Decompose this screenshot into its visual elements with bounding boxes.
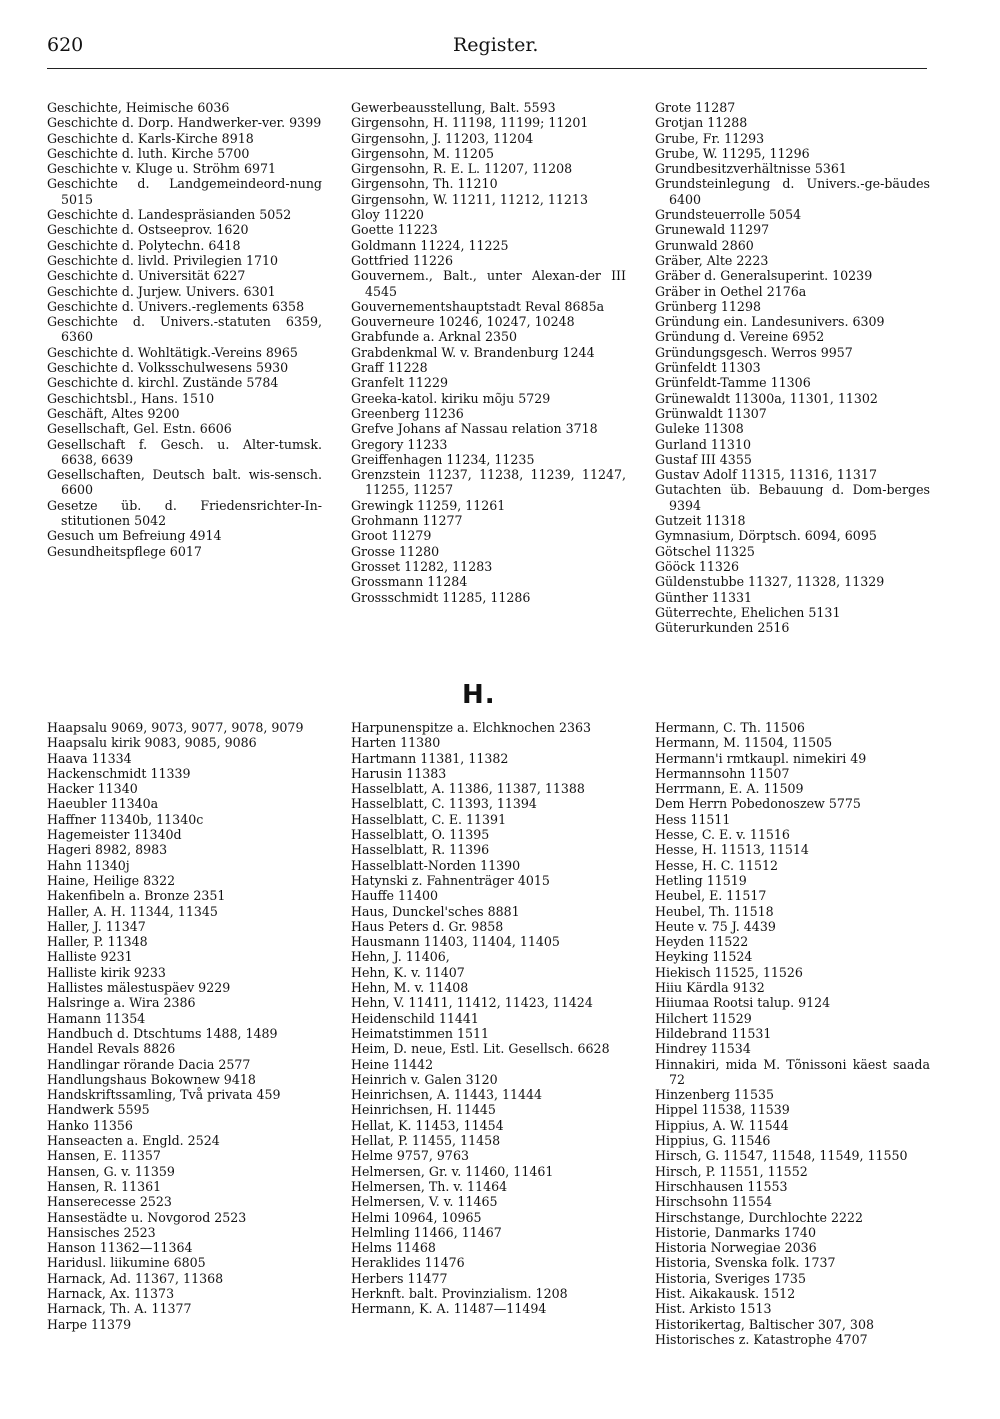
- index-entry: Haller, J. 11347: [47, 918, 146, 934]
- index-entry: Hindrey 11534: [655, 1041, 751, 1057]
- index-entry: Harten 11380: [351, 735, 441, 751]
- index-entry: Hippius, A. W. 11544: [655, 1117, 789, 1133]
- index-entry: Hess 11511: [655, 811, 731, 827]
- index-entry: Heimatstimmen 1511: [351, 1025, 490, 1041]
- index-entry: Geschichte d. Jurjew. Univers. 6301: [47, 283, 276, 299]
- index-entry: Geschichte d. Univers.-statuten 6359, 6360: [47, 314, 322, 345]
- index-entry: Hiiu Kärdla 9132: [655, 980, 765, 996]
- index-entry: Heubel, E. 11517: [655, 888, 767, 904]
- index-entry: Handlingar rörande Dacia 2577: [47, 1056, 251, 1072]
- index-entry: Harusin 11383: [351, 765, 447, 781]
- index-entry: Goldmann 11224, 11225: [351, 237, 509, 253]
- index-entry: Grundbesitzverhältnisse 5361: [655, 161, 847, 177]
- index-entry: Geschichte d. Landgemeindeord-nung 5015: [47, 176, 322, 207]
- index-entry: Hermann, C. Th. 11506: [655, 720, 805, 735]
- index-entry: Hellat, P. 11455, 11458: [351, 1133, 501, 1149]
- index-entry: Gymnasium, Dörptsch. 6094, 6095: [655, 528, 877, 544]
- index-entry: Götschel 11325: [655, 543, 755, 559]
- index-entry: Gründung d. Vereine 6952: [655, 329, 825, 345]
- index-entry: Gräber, Alte 2223: [655, 252, 769, 268]
- index-entry: Groot 11279: [351, 528, 432, 544]
- index-entry: Heidenschild 11441: [351, 1010, 479, 1026]
- index-entry: Historie, Danmarks 1740: [655, 1224, 816, 1240]
- index-entry: Hesse, C. E. v. 11516: [655, 827, 790, 843]
- index-entry: Hageri 8982, 8983: [47, 842, 168, 858]
- index-entry: Grote 11287: [655, 100, 736, 115]
- index-entry: Harpe 11379: [47, 1316, 132, 1332]
- index-entry: Historisches z. Katastrophe 4707: [655, 1331, 868, 1347]
- index-entry: Hiiumaa Rootsi talup. 9124: [655, 995, 831, 1011]
- index-entry: Haller, P. 11348: [47, 934, 148, 950]
- index-entry: Günther 11331: [655, 589, 752, 605]
- index-entry: Guleke 11308: [655, 421, 744, 437]
- index-entry: Grünfeldt-Tamme 11306: [655, 375, 811, 391]
- index-entry: Gesuch um Befreiung 4914: [47, 528, 222, 544]
- index-entry: Goette 11223: [351, 222, 438, 238]
- index-entry: Gloy 11220: [351, 207, 424, 223]
- index-entry: Grenzstein 11237, 11238, 11239, 11247, 11255, 11257: [351, 467, 626, 498]
- index-entry: Gustaf III 4355: [655, 451, 752, 467]
- index-entry: Helms 11468: [351, 1240, 436, 1256]
- index-entry: Hirsch, G. 11547, 11548, 11549, 11550: [655, 1148, 908, 1164]
- index-entry: Hasselblatt, C. E. 11391: [351, 811, 507, 827]
- index-entry: Heine 11442: [351, 1056, 434, 1072]
- index-entry: Gustav Adolf 11315, 11316, 11317: [655, 467, 877, 483]
- index-entry: Halsringe a. Wira 2386: [47, 995, 196, 1011]
- index-entry: Hetling 11519: [655, 872, 747, 888]
- index-entry: Historia, Svenska folk. 1737: [655, 1255, 836, 1271]
- index-entry: Handskriftssamling, Två privata 459: [47, 1087, 281, 1103]
- index-entry: Hiekisch 11525, 11526: [655, 964, 803, 980]
- index-entry: Geschichte d. kirchl. Zustände 5784: [47, 375, 279, 391]
- index-entry: Harnack, Ax. 11373: [47, 1285, 175, 1301]
- index-entry: Hartmann 11381, 11382: [351, 750, 509, 766]
- index-entry: Hasselblatt, A. 11386, 11387, 11388: [351, 781, 585, 797]
- index-entry: Girgensohn, M. 11205: [351, 145, 494, 161]
- index-entry: Heim, D. neue, Estl. Lit. Gesellsch. 6628: [351, 1041, 610, 1057]
- index-entry: Hauffe 11400: [351, 888, 439, 904]
- index-entry: Historikertag, Baltischer 307, 308: [655, 1316, 874, 1332]
- index-entry: Grünwaldt 11307: [655, 405, 767, 421]
- index-entry: Historia, Sveriges 1735: [655, 1270, 806, 1286]
- index-entry: Geschäft, Altes 9200: [47, 405, 180, 421]
- index-entry: Hilchert 11529: [655, 1010, 752, 1026]
- index-entry: Gottfried 11226: [351, 252, 454, 268]
- index-entry: Geschichte d. Volksschulwesens 5930: [47, 360, 289, 376]
- index-entry: Hanseacten a. Engld. 2524: [47, 1133, 220, 1149]
- index-entry: Haine, Heilige 8322: [47, 872, 176, 888]
- index-entry: Hansisches 2523: [47, 1224, 156, 1240]
- index-entry: Hansen, G. v. 11359: [47, 1163, 175, 1179]
- index-entry: Geschichte d. luth. Kirche 5700: [47, 145, 250, 161]
- index-entry: Hist. Aikakausk. 1512: [655, 1285, 796, 1301]
- index-entry: Grünberg 11298: [655, 298, 761, 314]
- index-entry: Harnack, Th. A. 11377: [47, 1301, 192, 1317]
- index-entry: Herknft. balt. Provinzialism. 1208: [351, 1285, 568, 1301]
- index-entry: Hatynski z. Fahnenträger 4015: [351, 872, 550, 888]
- index-entry: Gouvernementshauptstadt Reval 8685a: [351, 298, 605, 314]
- index-entry: Haridusl. liikumine 6805: [47, 1255, 206, 1271]
- index-entry: Hesse, H. C. 11512: [655, 857, 779, 873]
- index-entry: Heraklides 11476: [351, 1255, 465, 1271]
- index-entry: Hirschhausen 11553: [655, 1178, 788, 1194]
- index-entry: Hasselblatt, C. 11393, 11394: [351, 796, 537, 812]
- index-entry: Hanson 11362—11364: [47, 1240, 193, 1256]
- index-entry: Hansen, E. 11357: [47, 1148, 161, 1164]
- index-entry: Geschichte d. livld. Privilegien 1710: [47, 252, 279, 268]
- index-entry: Helmersen, V. v. 11465: [351, 1194, 498, 1210]
- index-entry: Helmersen, Gr. v. 11460, 11461: [351, 1163, 554, 1179]
- index-entry: Geschichte d. Ostseeprov. 1620: [47, 222, 249, 238]
- index-entry: Geschichte d. Universität 6227: [47, 268, 246, 284]
- index-entry: Greenberg 11236: [351, 405, 464, 421]
- h-column-1: [47, 720, 322, 1332]
- page-number: 620: [47, 34, 84, 56]
- index-entry: Grotjan 11288: [655, 115, 748, 131]
- index-entry: Handlungshaus Bokownew 9418: [47, 1071, 256, 1087]
- g-column-3: [655, 100, 930, 635]
- index-entry: Girgensohn, W. 11211, 11212, 11213: [351, 191, 588, 207]
- index-entry: Gregory 11233: [351, 436, 448, 452]
- index-entry: Gräber in Oethel 2176a: [655, 283, 807, 299]
- index-entry: Hasselblatt, O. 11395: [351, 827, 490, 843]
- index-entry: Handwerk 5595: [47, 1102, 150, 1118]
- index-entry: Hanserecesse 2523: [47, 1194, 172, 1210]
- index-entry: Gründung ein. Landesunivers. 6309: [655, 314, 885, 330]
- index-entry: Helme 9757, 9763: [351, 1148, 469, 1164]
- g-column-2: [351, 100, 626, 605]
- index-entry: Hackenschmidt 11339: [47, 765, 191, 781]
- index-entry: Historia Norwegiae 2036: [655, 1240, 817, 1256]
- index-entry: Hakenfibeln a. Bronze 2351: [47, 888, 226, 904]
- index-entry: Hirsch, P. 11551, 11552: [655, 1163, 808, 1179]
- index-entry: Haava 11334: [47, 750, 132, 766]
- index-entry: Harnack, Ad. 11367, 11368: [47, 1270, 224, 1286]
- index-entry: Geschichte, Heimische 6036: [47, 100, 230, 115]
- index-entry: Hellat, K. 11453, 11454: [351, 1117, 504, 1133]
- index-entry: Helmersen, Th. v. 11464: [351, 1178, 508, 1194]
- index-entry: Hildebrand 11531: [655, 1025, 772, 1041]
- index-entry: Heinrichsen, H. 11445: [351, 1102, 496, 1118]
- index-entry: Güterrechte, Ehelichen 5131: [655, 604, 841, 620]
- index-entry: Halliste 9231: [47, 949, 133, 965]
- index-entry: Granfelt 11229: [351, 375, 448, 391]
- index-entry: Grunewald 11297: [655, 222, 770, 238]
- index-entry: Geschichtsbl., Hans. 1510: [47, 390, 215, 406]
- index-entry: Grünewaldt 11300a, 11301, 11302: [655, 390, 878, 406]
- section-heading-h: H.: [462, 680, 496, 710]
- index-entry: Hirschsohn 11554: [655, 1194, 772, 1210]
- index-entry: Gesundheitspflege 6017: [47, 543, 202, 559]
- index-entry: Hehn, J. 11406,: [351, 949, 450, 965]
- index-entry: Graff 11228: [351, 360, 428, 376]
- index-entry: Gutachten üb. Bebauung d. Dom-berges 9394: [655, 482, 930, 513]
- index-entry: Gründungsgesch. Werros 9957: [655, 344, 853, 360]
- index-entry: Heinrichsen, A. 11443, 11444: [351, 1087, 543, 1103]
- index-entry: Grabfunde a. Arknal 2350: [351, 329, 518, 345]
- h-column-2: [351, 720, 626, 1317]
- index-entry: Grube, W. 11295, 11296: [655, 145, 810, 161]
- running-title: Register.: [453, 34, 539, 56]
- index-entry: Gööck 11326: [655, 558, 739, 574]
- index-entry: Heyking 11524: [655, 949, 753, 965]
- index-entry: Handel Revals 8826: [47, 1041, 176, 1057]
- index-entry: Haapsalu kirik 9083, 9085, 9086: [47, 735, 257, 751]
- index-entry: Geschichte d. Wohltätigk.-Vereins 8965: [47, 344, 298, 360]
- index-entry: Haffner 11340b, 11340c: [47, 811, 204, 827]
- index-entry: Hacker 11340: [47, 781, 138, 797]
- index-entry: Hinnakiri, mida M. Tõnissoni käest saada 72: [655, 1056, 930, 1087]
- index-entry: Dem Herrn Pobedonoszew 5775: [655, 796, 861, 812]
- index-entry: Güterurkunden 2516: [655, 620, 790, 636]
- index-entry: Güldenstubbe 11327, 11328, 11329: [655, 574, 885, 590]
- page-header: [47, 34, 927, 68]
- index-entry: Herbers 11477: [351, 1270, 448, 1286]
- index-entry: Haeubler 11340a: [47, 796, 159, 812]
- index-entry: Grohmann 11277: [351, 513, 463, 529]
- index-entry: Harpunenspitze a. Elchknochen 2363: [351, 720, 592, 735]
- index-entry: Grünfeldt 11303: [655, 360, 761, 376]
- index-entry: Gurland 11310: [655, 436, 751, 452]
- index-entry: Hagemeister 11340d: [47, 827, 182, 843]
- index-entry: Helmi 10964, 10965: [351, 1209, 482, 1225]
- index-entry: Hamann 11354: [47, 1010, 146, 1026]
- index-entry: Haus, Dunckel'sches 8881: [351, 903, 520, 919]
- index-entry: Gesetze üb. d. Friedensrichter-In-stitutionen 5042: [47, 497, 322, 529]
- index-entry: Gesellschaft f. Gesch. u. Alter-tumsk. 6638, 6639: [47, 436, 322, 467]
- index-entry: Gouvernem., Balt., unter Alexan-der III 4545: [351, 268, 626, 299]
- index-entry: Hirschstange, Durchlochte 2222: [655, 1209, 864, 1225]
- header-rule: [47, 68, 927, 69]
- g-column-1: [47, 100, 322, 559]
- index-entry: Hippius, G. 11546: [655, 1133, 771, 1149]
- index-entry: Gewerbeausstellung, Balt. 5593: [351, 100, 556, 115]
- index-entry: Grube, Fr. 11293: [655, 130, 765, 146]
- index-entry: Grundsteuerrolle 5054: [655, 207, 802, 223]
- index-entry: Geschichte d. Landespräsianden 5052: [47, 207, 292, 223]
- index-entry: Girgensohn, Th. 11210: [351, 176, 498, 192]
- index-entry: Grefve Johans af Nassau relation 3718: [351, 421, 598, 437]
- index-entry: Heyden 11522: [655, 934, 749, 950]
- index-entry: Geschichte d. Univers.-reglements 6358: [47, 298, 305, 314]
- index-entry: Geschichte d. Polytechn. 6418: [47, 237, 241, 253]
- index-entry: Grosset 11282, 11283: [351, 558, 493, 574]
- index-entry: Hasselblatt, R. 11396: [351, 842, 490, 858]
- index-entry: Haus Peters d. Gr. 9858: [351, 918, 504, 934]
- index-entry: Hinzenberg 11535: [655, 1087, 774, 1103]
- index-entry: Halliste kirik 9233: [47, 964, 166, 980]
- index-entry: Hermann, M. 11504, 11505: [655, 735, 833, 751]
- index-entry: Hanko 11356: [47, 1117, 133, 1133]
- index-entry: Hansestädte u. Novgorod 2523: [47, 1209, 247, 1225]
- index-entry: Gutzeit 11318: [655, 513, 746, 529]
- index-entry: Herrmann, E. A. 11509: [655, 781, 804, 797]
- index-entry: Geschichte d. Karls-Kirche 8918: [47, 130, 254, 146]
- index-entry: Hist. Arkisto 1513: [655, 1301, 772, 1317]
- index-entry: Grunwald 2860: [655, 237, 754, 253]
- index-entry: Hansen, R. 11361: [47, 1178, 162, 1194]
- index-entry: Grosse 11280: [351, 543, 440, 559]
- index-entry: Hehn, V. 11411, 11412, 11423, 11424: [351, 995, 593, 1011]
- index-entry: Hausmann 11403, 11404, 11405: [351, 934, 560, 950]
- index-entry: Hermann'i rmtkaupl. nimekiri 49: [655, 750, 867, 766]
- index-entry: Handbuch d. Dtschtums 1488, 1489: [47, 1025, 278, 1041]
- index-entry: Grabdenkmal W. v. Brandenburg 1244: [351, 344, 595, 360]
- index-entry: Geschichte d. Dorp. Handwerker-ver. 9399: [47, 115, 322, 131]
- index-entry: Greeka-katol. kiriku mõju 5729: [351, 390, 551, 406]
- index-entry: Hasselblatt-Norden 11390: [351, 857, 521, 873]
- index-entry: Hehn, K. v. 11407: [351, 964, 465, 980]
- index-entry: Greiffenhagen 11234, 11235: [351, 451, 535, 467]
- index-entry: Haller, A. H. 11344, 11345: [47, 903, 218, 919]
- index-entry: Hehn, M. v. 11408: [351, 980, 469, 996]
- index-entry: Grundsteinlegung d. Univers.-ge-bäudes 6400: [655, 176, 930, 207]
- index-entry: Grossschmidt 11285, 11286: [351, 589, 531, 605]
- index-entry: Hermann, K. A. 11487—11494: [351, 1301, 547, 1317]
- h-column-3: [655, 720, 930, 1347]
- index-entry: Gesellschaft, Gel. Estn. 6606: [47, 421, 232, 437]
- index-entry: Hallistes mälestuspäev 9229: [47, 980, 231, 996]
- index-entry: Hahn 11340j: [47, 857, 130, 873]
- index-entry: Girgensohn, R. E. L. 11207, 11208: [351, 161, 573, 177]
- index-entry: Grossmann 11284: [351, 574, 468, 590]
- index-entry: Gouverneure 10246, 10247, 10248: [351, 314, 575, 330]
- index-entry: Hesse, H. 11513, 11514: [655, 842, 809, 858]
- index-entry: Heinrich v. Galen 3120: [351, 1071, 498, 1087]
- index-entry: Grewingk 11259, 11261: [351, 497, 506, 513]
- index-entry: Hippel 11538, 11539: [655, 1102, 790, 1118]
- index-entry: Girgensohn, H. 11198, 11199; 11201: [351, 115, 589, 131]
- index-entry: Heubel, Th. 11518: [655, 903, 774, 919]
- index-entry: Gräber d. Generalsuperint. 10239: [655, 268, 873, 284]
- index-entry: Girgensohn, J. 11203, 11204: [351, 130, 534, 146]
- index-entry: Heute v. 75 J. 4439: [655, 918, 776, 934]
- index-entry: Hermannsohn 11507: [655, 765, 790, 781]
- index-entry: Gesellschaften, Deutsch balt. wis-sensch. 6600: [47, 467, 322, 498]
- index-entry: Helmling 11466, 11467: [351, 1224, 502, 1240]
- index-entry: Geschichte v. Kluge u. Ströhm 6971: [47, 161, 277, 177]
- index-entry: Haapsalu 9069, 9073, 9077, 9078, 9079: [47, 720, 304, 735]
